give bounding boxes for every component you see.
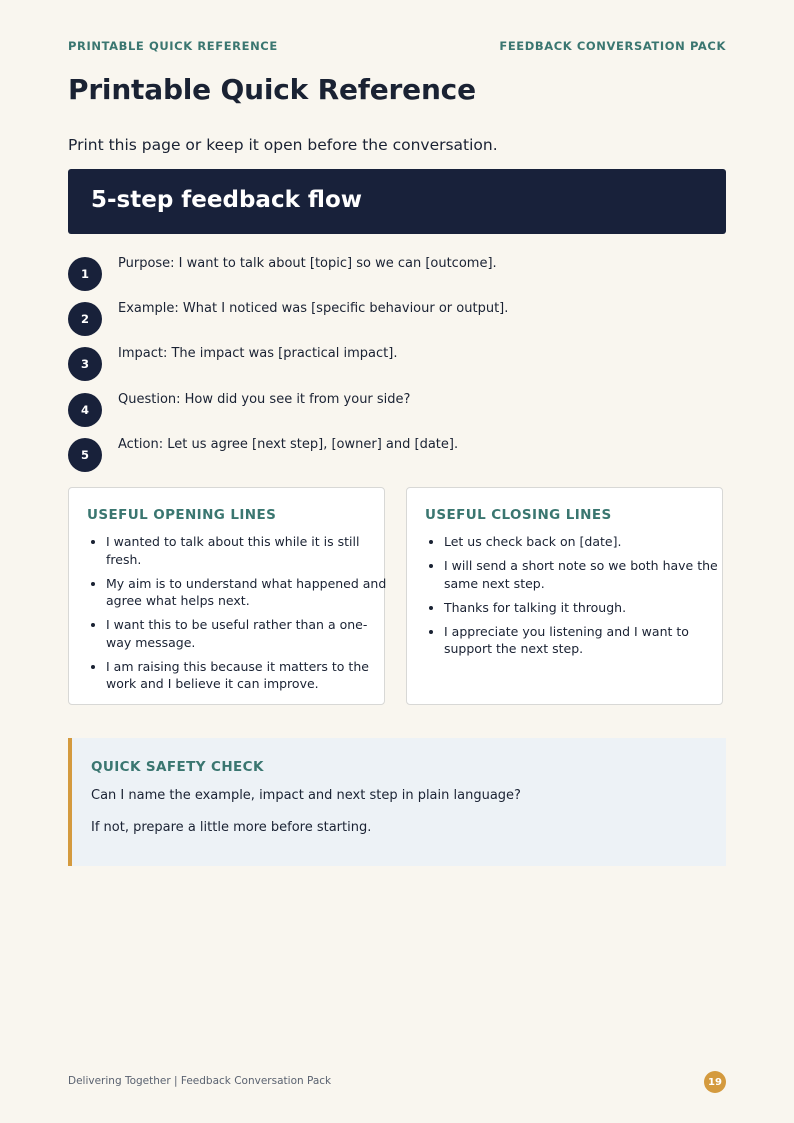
list-item: • I am raising this because it matters to the work and I believe it can improve. <box>106 658 388 693</box>
flow-step <box>68 302 726 336</box>
step-text: Question: How did you see it from your side? <box>118 392 411 407</box>
flow-step <box>68 347 726 381</box>
running-header <box>68 39 726 53</box>
page-number-badge: 19 <box>704 1071 726 1093</box>
list-item: • I wanted to talk about this while it is still fresh. <box>106 533 388 568</box>
flow-banner <box>68 169 726 234</box>
step-number-badge: 5 <box>68 438 102 472</box>
step-text: Impact: The impact was [practical impact]. <box>118 346 398 361</box>
list-item: • Let us check back on [date]. <box>444 533 726 551</box>
safety-check-callout <box>68 738 726 866</box>
list-item: • I appreciate you listening and I want to support the next step. <box>444 623 726 658</box>
page <box>68 0 726 1123</box>
list-item: • Thanks for talking it through. <box>444 599 726 617</box>
list-item: • I will send a short note so we both have the same next step. <box>444 557 726 592</box>
closing-lines-list <box>425 533 726 664</box>
safety-check-question: Can I name the example, impact and next step in plain language? <box>91 788 521 803</box>
flow-step <box>68 393 726 427</box>
step-number-badge: 3 <box>68 347 102 381</box>
flow-step <box>68 438 726 472</box>
closing-lines-card <box>406 487 723 705</box>
footer-text: Delivering Together | Feedback Conversation Pack <box>68 1075 332 1087</box>
step-number-badge: 4 <box>68 393 102 427</box>
flow-heading: 5-step feedback flow <box>91 187 362 213</box>
list-item: • I want this to be useful rather than a one-way message. <box>106 616 388 651</box>
step-number-badge: 2 <box>68 302 102 336</box>
closing-lines-heading: USEFUL CLOSING LINES <box>425 507 612 523</box>
step-text: Action: Let us agree [next step], [owner] and [date]. <box>118 437 459 452</box>
header-section-label: PRINTABLE QUICK REFERENCE <box>68 39 278 53</box>
step-text: Purpose: I want to talk about [topic] so we can [outcome]. <box>118 256 497 271</box>
safety-check-advice: If not, prepare a little more before starting. <box>91 820 372 835</box>
flow-step <box>68 257 726 291</box>
page-title: Printable Quick Reference <box>68 73 476 106</box>
opening-lines-list <box>87 533 388 699</box>
list-item: • My aim is to understand what happened and agree what helps next. <box>106 575 388 610</box>
step-number-badge: 1 <box>68 257 102 291</box>
intro-text: Print this page or keep it open before the conversation. <box>68 136 498 154</box>
opening-lines-card <box>68 487 385 705</box>
header-pack-label: FEEDBACK CONVERSATION PACK <box>499 39 726 53</box>
step-text: Example: What I noticed was [specific behaviour or output]. <box>118 301 509 316</box>
safety-check-heading: QUICK SAFETY CHECK <box>91 759 264 775</box>
opening-lines-heading: USEFUL OPENING LINES <box>87 507 277 523</box>
